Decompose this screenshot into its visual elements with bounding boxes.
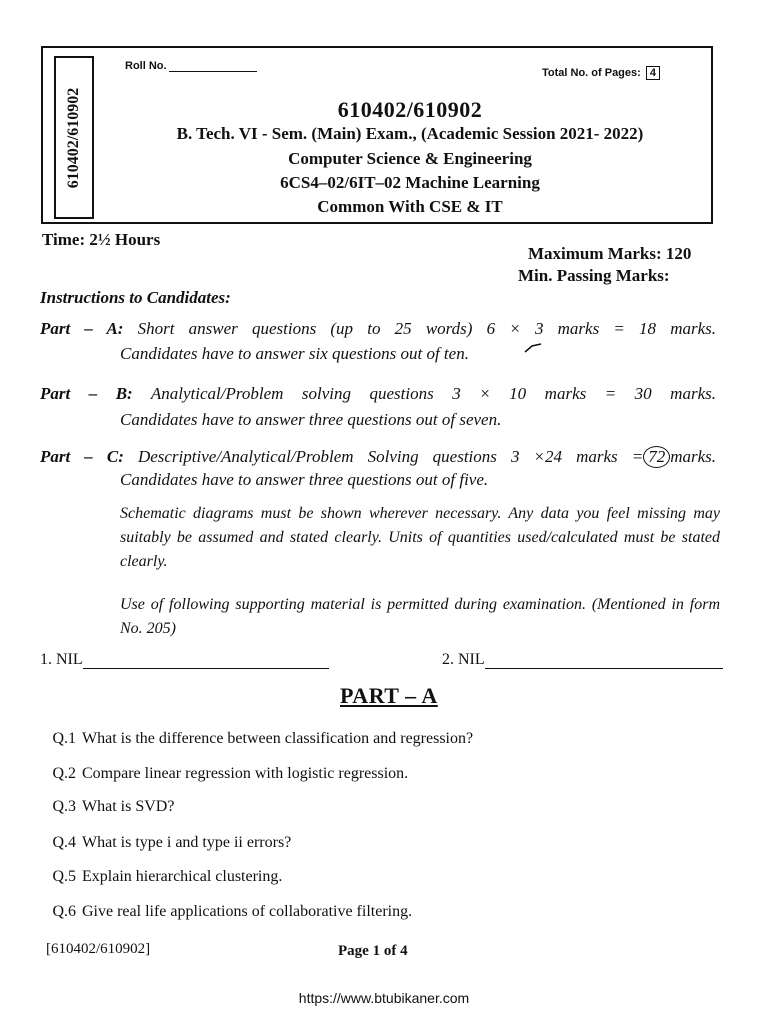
question-text: Explain hierarchical clustering. — [82, 868, 283, 885]
part-c-line1 — [138, 447, 716, 466]
common-with: Common With CSE & IT — [317, 197, 503, 216]
total-pages — [542, 66, 660, 80]
part-b-label: Part – B: — [40, 384, 133, 403]
roll-number-field — [125, 60, 257, 72]
paper-code: 610402/610902 — [337, 97, 483, 122]
question-text: What is type i and type ii errors? — [82, 834, 292, 851]
branch-title: Computer Science & Engineering — [288, 149, 532, 168]
instructions-heading: Instructions to Candidates: — [40, 288, 231, 307]
supporting-material-note: Use of following supporting material is permitted during examination. (Mentioned in form No. 205) — [120, 596, 720, 637]
question-text: Give real life applications of collaborative filtering. — [82, 903, 413, 920]
question-item — [30, 868, 282, 886]
pages-value: 4 — [646, 66, 660, 80]
min-passing-marks: Min. Passing Marks: — [518, 266, 670, 285]
part-a-line2: Candidates have to answer six questions out of ten. — [120, 344, 469, 363]
question-number: Q.3 — [52, 798, 76, 815]
part-b-instruction — [40, 384, 716, 404]
material-1 — [40, 651, 329, 669]
page-number: Page 1 of 4 — [338, 943, 408, 959]
question-item — [30, 798, 174, 816]
material-2-label: 2. NIL — [442, 651, 485, 668]
maximum-marks: Maximum Marks: 120 — [528, 244, 692, 263]
question-text: Compare linear regression with logistic regression. — [82, 765, 409, 782]
question-number: Q.1 — [52, 730, 76, 747]
part-a-heading: PART – A — [340, 683, 438, 708]
pen-tick-mark — [524, 342, 542, 354]
part-b-line2: Candidates have to answer three questions out of seven. — [120, 410, 502, 429]
part-a-line1: Short answer questions (up to 25 words) 6 × 3 marks = 18 marks. — [137, 319, 717, 338]
part-b-line1: Analytical/Problem solving questions 3 × 10 marks = 30 marks. — [150, 384, 716, 403]
subject-title: 6CS4–02/6IT–02 Machine Learning — [280, 173, 540, 192]
roll-label: Roll No. — [125, 60, 167, 72]
material-2-line — [485, 653, 723, 669]
question-item — [30, 730, 473, 748]
pages-label: Total No. of Pages: — [542, 67, 641, 79]
part-a-instruction — [40, 319, 716, 339]
question-number: Q.5 — [52, 868, 76, 885]
footer-paper-code: [610402/610902] — [46, 941, 151, 957]
question-number: Q.6 — [52, 903, 76, 920]
question-number: Q.2 — [52, 765, 76, 782]
material-1-line — [83, 653, 329, 669]
question-text: What is the difference between classification and regression? — [82, 730, 474, 747]
question-item — [30, 834, 291, 852]
side-code: 610402/610902 — [65, 87, 83, 188]
exam-line: B. Tech. VI - Sem. (Main) Exam., (Academic Session 2021- 2022) — [176, 124, 644, 143]
circled-72: 72 — [643, 446, 670, 468]
roll-line — [169, 71, 257, 72]
question-text: What is SVD? — [82, 798, 175, 815]
schematic-note: Schematic diagrams must be shown wherever necessary. Any data you feel missing may suitably be assumed and stated clearly. Units of quantities used/calculated must be stated clearly. — [120, 505, 720, 570]
exam-time: Time: 2½ Hours — [42, 230, 161, 249]
part-c-line2: Candidates have to answer three questions out of five. — [120, 470, 489, 489]
material-2 — [442, 651, 723, 669]
part-c-line1-post: marks. — [670, 447, 716, 466]
question-item — [30, 903, 412, 921]
part-a-label: Part – A: — [40, 319, 124, 338]
material-1-label: 1. NIL — [40, 651, 83, 668]
part-c-instruction — [40, 446, 716, 468]
question-item — [30, 765, 408, 783]
part-c-label: Part – C: — [40, 447, 124, 466]
source-url: https://www.btubikaner.com — [298, 990, 470, 1006]
part-c-line1-pre: Descriptive/Analytical/Problem Solving questions 3 ×24 marks = — [137, 447, 644, 466]
side-code-box — [54, 56, 94, 219]
question-number: Q.4 — [52, 834, 76, 851]
